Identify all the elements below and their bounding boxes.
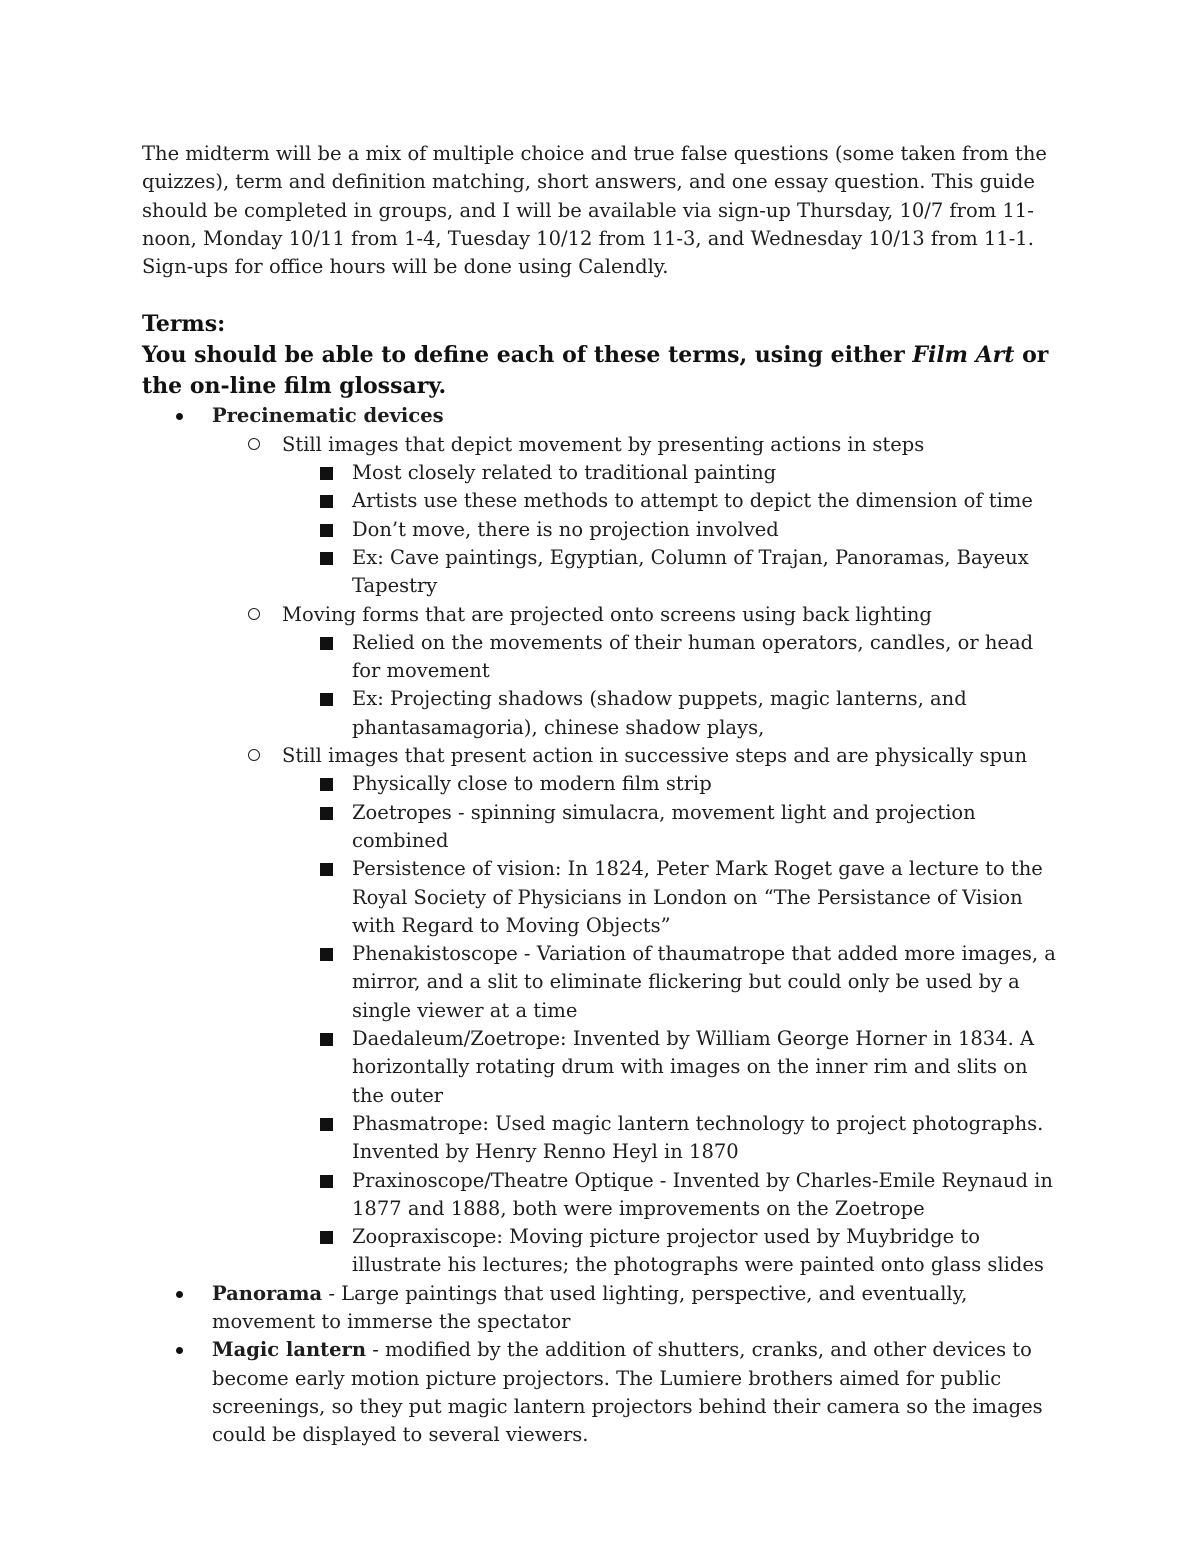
bullet-circle-icon <box>248 608 260 620</box>
subtopic-list <box>212 431 1058 1280</box>
detail-text: Physically close to modern film strip <box>352 772 712 796</box>
detail-text: Praxinoscope/Theatre Optique - Invented by Charles-Emile Reynaud in 1877 and 1888, both were improvements on the Zoetrope <box>352 1168 1053 1220</box>
detail-text: Zoetropes - spinning simulacra, movement light and projection combined <box>352 800 976 852</box>
detail-item <box>282 770 1058 798</box>
bullet-circle-icon <box>248 749 260 761</box>
detail-item <box>282 1167 1058 1224</box>
terms-instructions <box>142 340 1058 402</box>
terms-heading <box>142 309 1058 402</box>
term-name: Panorama <box>212 1281 323 1305</box>
detail-item <box>282 685 1058 742</box>
detail-text: Ex: Cave paintings, Egyptian, Column of Trajan, Panoramas, Bayeux Tapestry <box>352 545 1029 598</box>
subtopic-item <box>212 742 1058 1280</box>
detail-text: Most closely related to traditional painting <box>352 461 777 485</box>
bullet-dot-icon <box>176 1347 183 1354</box>
detail-text: Phasmatrope: Used magic lantern technology to project photographs. Invented by Henry Renno Heyl in 1870 <box>352 1111 1044 1164</box>
bullet-square-icon <box>320 693 333 706</box>
detail-text: Ex: Projecting shadows (shadow puppets, magic lanterns, and phantasamagoria), chinese shadow plays, <box>352 687 967 739</box>
instructions-text-start: You should be able to define each of these terms, using either <box>142 342 913 369</box>
term-item <box>142 402 1058 1279</box>
bullet-square-icon <box>320 495 333 508</box>
term-name: Precinematic devices <box>212 404 444 428</box>
bullet-square-icon <box>320 863 333 876</box>
term-definition: - modified by the addition of shutters, cranks, and other devices to become early motion picture projectors. The Lumiere brothers aimed for public screenings, so they put magic lantern projectors behind their camera so the images could be displayed to several viewers. <box>212 1338 1043 1447</box>
detail-item <box>282 487 1058 515</box>
detail-item <box>282 855 1058 940</box>
instructions-book-title: Film Art <box>912 342 1015 369</box>
subtopic-text: Still images that depict movement by presenting actions in steps <box>282 432 925 456</box>
detail-list <box>282 629 1058 742</box>
detail-item <box>282 1110 1058 1167</box>
detail-list <box>282 770 1058 1279</box>
detail-item <box>282 1025 1058 1110</box>
bullet-square-icon <box>320 948 333 961</box>
detail-item <box>282 629 1058 686</box>
term-item <box>142 1280 1058 1337</box>
intro-paragraph: The midterm will be a mix of multiple choice and true false questions (some taken from the quizzes), term and definition matching, short answers, and one essay question. This guide should be completed in groups, and I will be available via sign-up Thursday, 10/7 from 11-noon, Monday 10/11 from 1-4, Tuesday 10/12 from 11-3, and Wednesday 10/13 from 11-1. Sign-ups for office hours will be done using Calendly. <box>142 142 1047 279</box>
bullet-dot-icon <box>176 1291 183 1298</box>
bullet-circle-icon <box>248 438 260 450</box>
detail-list <box>282 459 1058 600</box>
terms-title: Terms: <box>142 311 226 338</box>
subtopic-item <box>212 601 1058 742</box>
bullet-square-icon <box>320 467 333 480</box>
subtopic-text: Moving forms that are projected onto screens using back lighting <box>282 602 932 626</box>
bullet-square-icon <box>320 1118 333 1131</box>
bullet-square-icon <box>320 1175 333 1188</box>
detail-item <box>282 1223 1058 1280</box>
detail-text: Zoopraxiscope: Moving picture projector used by Muybridge to illustrate his lectures; the photographs were painted onto glass slides <box>352 1225 1044 1277</box>
detail-item <box>282 799 1058 856</box>
bullet-square-icon <box>320 1033 333 1046</box>
detail-text: Relied on the movements of their human operators, candles, or head for movement <box>352 630 1034 683</box>
term-definition: - Large paintings that used lighting, perspective, and eventually, movement to immerse the spectator <box>212 1281 968 1333</box>
detail-text: Phenakistoscope - Variation of thaumatrope that added more images, a mirror, and a slit to eliminate flickering but could only be used by a single viewer at a time <box>352 942 1056 1022</box>
bullet-dot-icon <box>176 413 183 420</box>
instructions-text-end: or the on-line film glossary. <box>142 342 1049 400</box>
subtopic-text: Still images that present action in successive steps and are physically spun <box>282 744 1028 768</box>
detail-item <box>282 516 1058 544</box>
detail-item <box>282 544 1058 601</box>
bullet-square-icon <box>320 1231 333 1244</box>
term-name: Magic lantern <box>212 1338 367 1362</box>
detail-text: Artists use these methods to attempt to depict the dimension of time <box>352 489 1033 513</box>
term-item <box>142 1336 1058 1449</box>
bullet-square-icon <box>320 778 333 791</box>
detail-item <box>282 940 1058 1025</box>
bullet-square-icon <box>320 524 333 537</box>
bullet-square-icon <box>320 807 333 820</box>
subtopic-item <box>212 431 1058 601</box>
detail-text: Don’t move, there is no projection involved <box>352 517 779 541</box>
terms-list <box>142 402 1058 1449</box>
detail-item <box>282 459 1058 487</box>
detail-text: Persistence of vision: In 1824, Peter Mark Roget gave a lecture to the Royal Society of Physicians in London on “The Persistance of Vision with Regard to Moving Objects” <box>352 857 1043 937</box>
bullet-square-icon <box>320 637 333 650</box>
detail-text: Daedaleum/Zoetrope: Invented by William George Horner in 1834. A horizontally rotating drum with images on the inner rim and slits on the outer <box>352 1027 1035 1107</box>
bullet-square-icon <box>320 552 333 565</box>
